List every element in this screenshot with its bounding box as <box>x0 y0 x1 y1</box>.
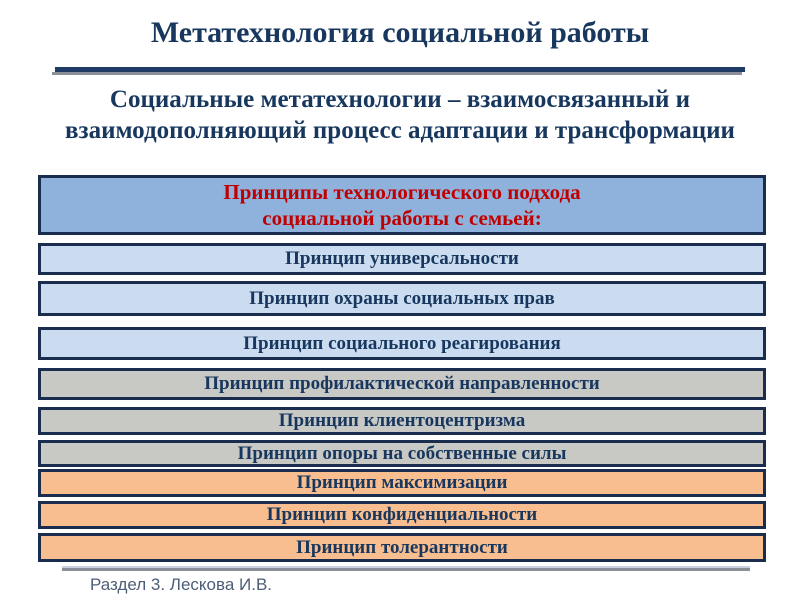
subtitle-line-1: Социальные метатехнологии – взаимосвязанный и <box>109 86 691 113</box>
principle-label: Принцип профилактической направленности <box>204 373 600 394</box>
slide-subtitle <box>20 84 780 146</box>
principles-header-line-1: Принципы технологического подхода <box>223 180 581 204</box>
principles-header-line-2: социальной работы с семьей: <box>262 206 542 230</box>
principle-row-client-centrism <box>38 407 766 435</box>
principle-label: Принцип конфиденциальности <box>266 504 538 525</box>
slide-title: Метатехнология социальной работы <box>150 16 650 49</box>
principle-label: Принцип универсальности <box>285 248 519 269</box>
principle-row-self-reliance <box>38 440 766 467</box>
principle-row-universality <box>38 243 766 275</box>
principle-label: Принцип толерантности <box>296 536 508 558</box>
principle-row-social-response <box>38 327 766 360</box>
principle-row-maximization <box>38 469 766 497</box>
principle-row-confidentiality <box>38 501 766 529</box>
footer-divider-shadow <box>62 568 750 571</box>
title-divider-shadow <box>52 72 742 75</box>
principles-header-text <box>223 179 580 231</box>
principle-label: Принцип опоры на собственные силы <box>237 442 567 464</box>
principle-row-social-rights <box>38 281 766 316</box>
footer-caption: Раздел 3. Лескова И.В. <box>90 575 273 594</box>
principle-label: Принцип максимизации <box>296 472 508 493</box>
principle-row-preventive <box>38 368 766 400</box>
subtitle-line-2: взаимодополняющий процесс адаптации и трансформации <box>65 117 735 144</box>
principle-row-tolerance <box>38 533 766 562</box>
principle-label: Принцип охраны социальных прав <box>249 287 555 309</box>
principle-label: Принцип социального реагирования <box>243 332 561 354</box>
principle-label: Принцип клиентоцентризма <box>278 410 526 431</box>
principles-header-box <box>38 175 766 235</box>
